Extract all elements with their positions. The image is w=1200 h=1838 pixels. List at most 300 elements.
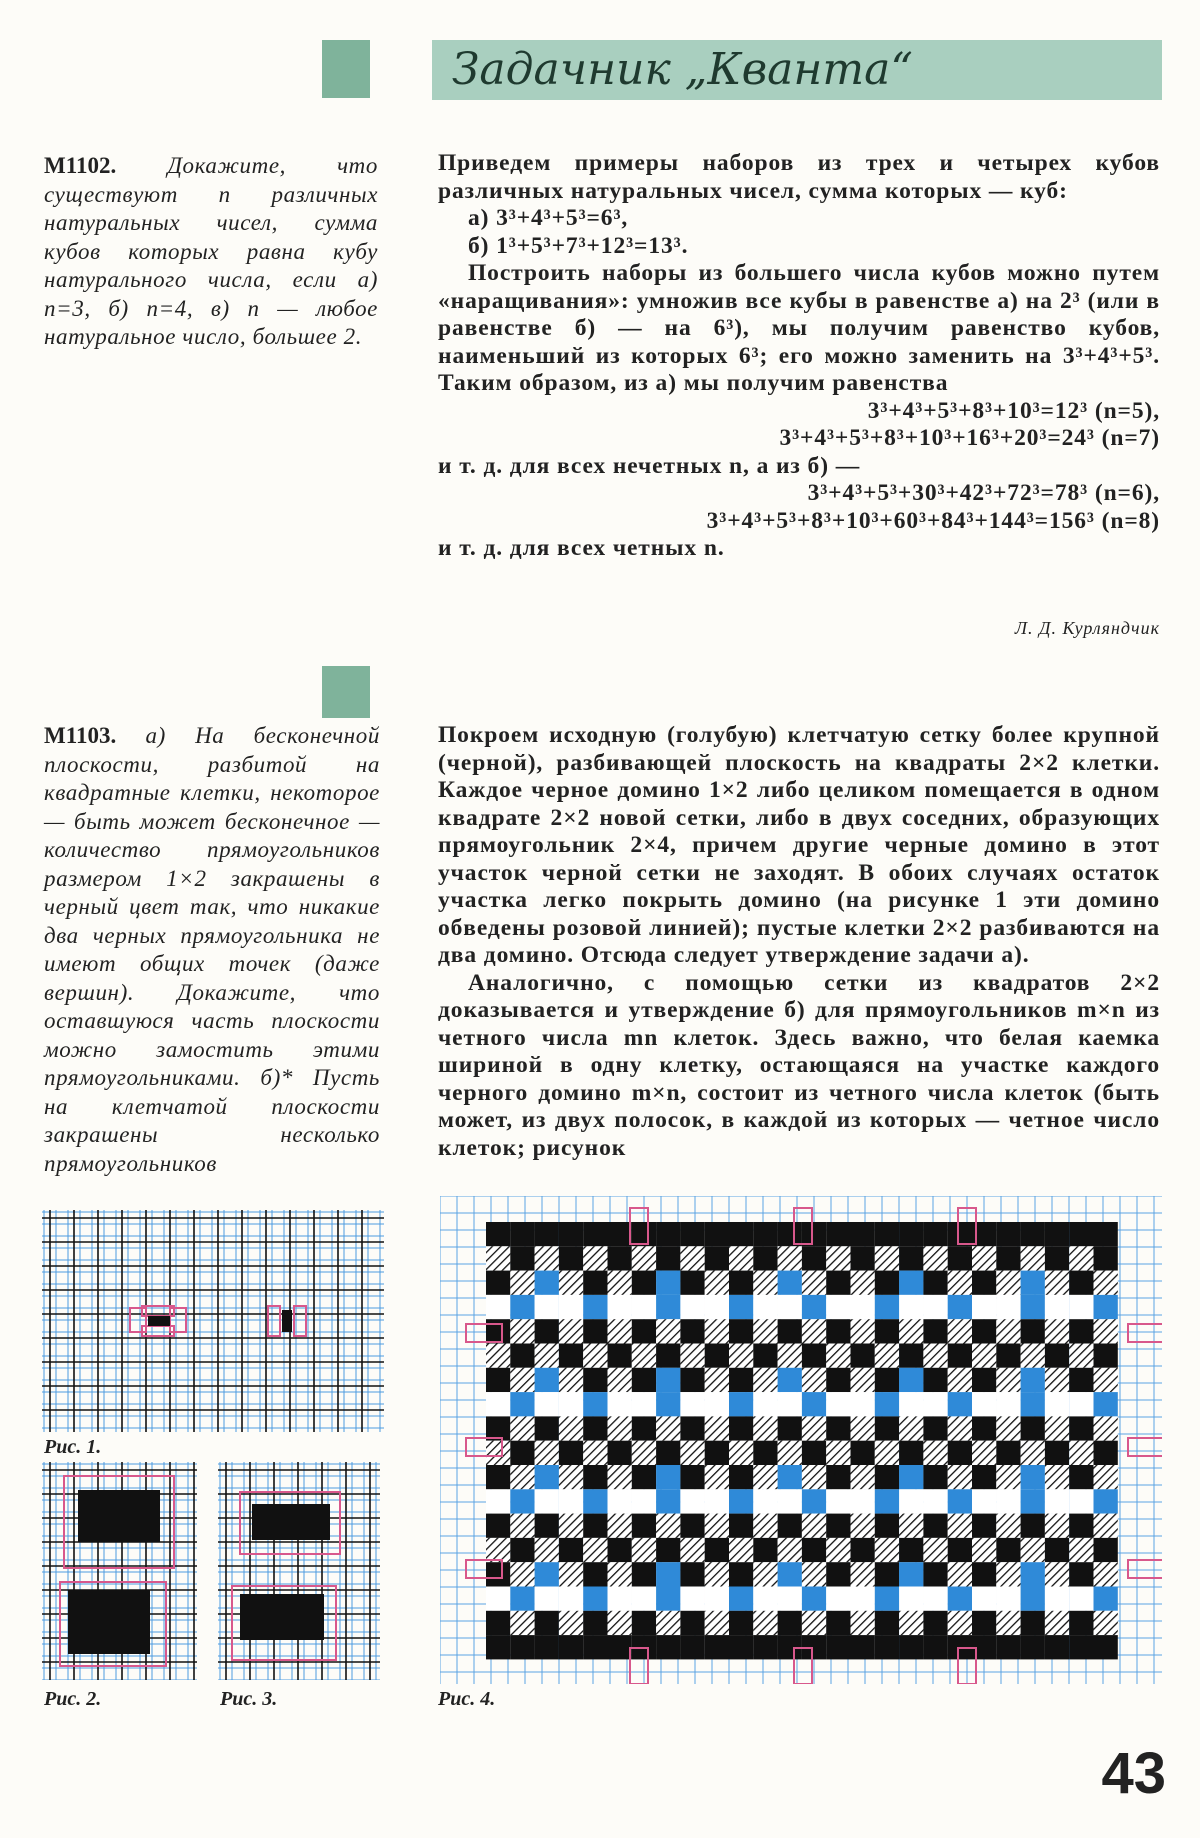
fig4-cell bbox=[948, 1319, 972, 1343]
fig4-cell bbox=[899, 1587, 923, 1611]
fig4-pink-domino bbox=[1128, 1438, 1162, 1456]
fig4-cell bbox=[656, 1416, 680, 1440]
fig4-cell bbox=[1045, 1562, 1069, 1586]
fig4-cell bbox=[1094, 1489, 1118, 1513]
fig4-cell bbox=[680, 1441, 704, 1465]
fig4-cell bbox=[632, 1538, 656, 1562]
fig4-cell bbox=[1021, 1538, 1045, 1562]
fig4-cell bbox=[656, 1514, 680, 1538]
fig4-cell bbox=[851, 1368, 875, 1392]
fig4-cell bbox=[753, 1271, 777, 1295]
fig4-cell bbox=[608, 1514, 632, 1538]
fig4-cell bbox=[899, 1344, 923, 1368]
solution-1102-intro: Приведем примеры наборов из трех и четырех кубов различных натуральных чисел, сумма которых — куб: bbox=[438, 150, 1160, 204]
fig4-checker-cells bbox=[486, 1222, 1118, 1659]
fig4-cell bbox=[705, 1611, 729, 1635]
fig4-cell bbox=[996, 1635, 1020, 1659]
fig4-cell bbox=[680, 1295, 704, 1319]
fig4-cell bbox=[656, 1319, 680, 1343]
fig4-cell bbox=[535, 1465, 559, 1489]
fig4-cell bbox=[535, 1635, 559, 1659]
fig4-cell bbox=[802, 1368, 826, 1392]
fig4-cell bbox=[486, 1489, 510, 1513]
fig4-cell bbox=[826, 1295, 850, 1319]
fig4-cell bbox=[680, 1319, 704, 1343]
fig4-cell bbox=[851, 1562, 875, 1586]
fig4-cell bbox=[1069, 1271, 1093, 1295]
fig4-cell bbox=[680, 1611, 704, 1635]
solution-1102-end: и т. д. для всех четных n. bbox=[438, 535, 725, 561]
fig4-cell bbox=[559, 1635, 583, 1659]
fig4-cell bbox=[1045, 1222, 1069, 1246]
fig4-cell bbox=[535, 1222, 559, 1246]
fig4-cell bbox=[680, 1635, 704, 1659]
fig4-cell bbox=[680, 1416, 704, 1440]
fig4-cell bbox=[559, 1295, 583, 1319]
fig4-cell bbox=[899, 1611, 923, 1635]
fig4-cell bbox=[826, 1271, 850, 1295]
fig4-pink-domino bbox=[1128, 1560, 1162, 1578]
fig4-cell bbox=[705, 1562, 729, 1586]
fig4-cell bbox=[535, 1368, 559, 1392]
fig4-cell bbox=[559, 1587, 583, 1611]
figure-4-caption: Рис. 4. bbox=[438, 1688, 496, 1710]
fig4-cell bbox=[923, 1392, 947, 1416]
fig4-cell bbox=[656, 1295, 680, 1319]
fig4-cell bbox=[583, 1538, 607, 1562]
fig4-cell bbox=[972, 1416, 996, 1440]
fig4-cell bbox=[535, 1562, 559, 1586]
fig4-cell bbox=[972, 1538, 996, 1562]
fig4-cell bbox=[632, 1587, 656, 1611]
fig4-cell bbox=[608, 1635, 632, 1659]
fig4-cell bbox=[1021, 1344, 1045, 1368]
fig4-cell bbox=[705, 1392, 729, 1416]
fig4-cell bbox=[923, 1368, 947, 1392]
fig4-cell bbox=[826, 1611, 850, 1635]
fig4-cell bbox=[583, 1514, 607, 1538]
fig4-cell bbox=[899, 1514, 923, 1538]
fig4-cell bbox=[559, 1489, 583, 1513]
fig4-cell bbox=[826, 1514, 850, 1538]
fig4-cell bbox=[802, 1587, 826, 1611]
fig4-cell bbox=[802, 1295, 826, 1319]
fig4-cell bbox=[899, 1271, 923, 1295]
fig4-cell bbox=[1094, 1416, 1118, 1440]
fig4-cell bbox=[753, 1611, 777, 1635]
fig4-cell bbox=[1045, 1246, 1069, 1270]
fig4-cell bbox=[510, 1222, 534, 1246]
fig4-cell bbox=[948, 1441, 972, 1465]
figure-1-caption: Рис. 1. bbox=[44, 1436, 102, 1458]
fig1-black-domino-horizontal bbox=[148, 1316, 170, 1326]
fig4-cell bbox=[778, 1489, 802, 1513]
fig4-cell bbox=[1021, 1295, 1045, 1319]
fig4-cell bbox=[778, 1295, 802, 1319]
solution-1102-eq1: 3³+4³+5³+8³+10³=12³ (n=5), bbox=[867, 397, 1160, 424]
figure-2 bbox=[42, 1462, 197, 1680]
fig4-cell bbox=[996, 1562, 1020, 1586]
fig3-black-rect-top bbox=[252, 1504, 330, 1540]
fig4-cell bbox=[851, 1416, 875, 1440]
fig4-cell bbox=[753, 1319, 777, 1343]
fig4-cell bbox=[1069, 1416, 1093, 1440]
fig4-cell bbox=[1094, 1635, 1118, 1659]
fig4-cell bbox=[1021, 1246, 1045, 1270]
fig4-cell bbox=[1069, 1587, 1093, 1611]
fig4-cell bbox=[559, 1416, 583, 1440]
fig4-cell bbox=[1045, 1514, 1069, 1538]
fig4-cell bbox=[851, 1222, 875, 1246]
fig4-cell bbox=[583, 1222, 607, 1246]
fig4-cell bbox=[486, 1538, 510, 1562]
fig4-cell bbox=[875, 1587, 899, 1611]
fig4-cell bbox=[753, 1416, 777, 1440]
fig4-cell bbox=[656, 1441, 680, 1465]
fig4-cell bbox=[608, 1222, 632, 1246]
fig4-cell bbox=[608, 1416, 632, 1440]
fig4-cell bbox=[1094, 1368, 1118, 1392]
fig4-cell bbox=[729, 1538, 753, 1562]
fig4-cell bbox=[705, 1344, 729, 1368]
fig4-cell bbox=[826, 1441, 850, 1465]
fig4-cell bbox=[875, 1441, 899, 1465]
fig4-cell bbox=[1069, 1538, 1093, 1562]
fig4-cell bbox=[559, 1271, 583, 1295]
solution-1102-author: Л. Д. Курляндчик bbox=[1014, 618, 1160, 638]
fig4-cell bbox=[778, 1416, 802, 1440]
fig4-cell bbox=[535, 1344, 559, 1368]
fig4-cell bbox=[851, 1465, 875, 1489]
fig4-cell bbox=[510, 1344, 534, 1368]
fig4-cell bbox=[632, 1368, 656, 1392]
problem-1102-statement bbox=[44, 152, 378, 352]
fig4-cell bbox=[559, 1368, 583, 1392]
fig4-cell bbox=[510, 1635, 534, 1659]
fig4-cell bbox=[510, 1416, 534, 1440]
fig4-cell bbox=[632, 1295, 656, 1319]
solution-1102-example-a: а) 3³+4³+5³=6³, bbox=[468, 205, 629, 231]
fig4-cell bbox=[583, 1344, 607, 1368]
fig4-cell bbox=[729, 1441, 753, 1465]
fig4-cell bbox=[826, 1246, 850, 1270]
fig1-black-domino-vertical bbox=[282, 1310, 292, 1332]
fig4-cell bbox=[680, 1587, 704, 1611]
fig4-cell bbox=[851, 1441, 875, 1465]
fig4-cell bbox=[972, 1344, 996, 1368]
fig4-cell bbox=[802, 1222, 826, 1246]
fig2-black-rect-bottom bbox=[68, 1590, 150, 1654]
fig4-cell bbox=[559, 1246, 583, 1270]
fig4-cell bbox=[996, 1416, 1020, 1440]
fig4-cell bbox=[778, 1222, 802, 1246]
fig4-cell bbox=[802, 1319, 826, 1343]
fig4-cell bbox=[1045, 1368, 1069, 1392]
fig4-cell bbox=[632, 1222, 656, 1246]
fig4-cell bbox=[559, 1441, 583, 1465]
fig4-cell bbox=[875, 1465, 899, 1489]
fig4-cell bbox=[535, 1611, 559, 1635]
fig4-cell bbox=[486, 1271, 510, 1295]
fig4-cell bbox=[996, 1514, 1020, 1538]
fig4-cell bbox=[1021, 1562, 1045, 1586]
fig4-cell bbox=[899, 1368, 923, 1392]
fig4-cell bbox=[851, 1392, 875, 1416]
fig4-cell bbox=[608, 1319, 632, 1343]
fig4-cell bbox=[753, 1246, 777, 1270]
fig4-cell bbox=[583, 1489, 607, 1513]
fig4-cell bbox=[948, 1611, 972, 1635]
fig4-cell bbox=[826, 1465, 850, 1489]
fig4-cell bbox=[1094, 1514, 1118, 1538]
fig4-cell bbox=[996, 1587, 1020, 1611]
fig4-cell bbox=[559, 1562, 583, 1586]
fig4-cell bbox=[899, 1538, 923, 1562]
fig4-cell bbox=[583, 1587, 607, 1611]
fig4-cell bbox=[1069, 1514, 1093, 1538]
fig4-cell bbox=[923, 1538, 947, 1562]
fig4-cell bbox=[899, 1222, 923, 1246]
fig4-cell bbox=[583, 1319, 607, 1343]
fig4-cell bbox=[559, 1538, 583, 1562]
fig4-cell bbox=[510, 1271, 534, 1295]
fig4-cell bbox=[923, 1295, 947, 1319]
fig4-cell bbox=[948, 1246, 972, 1270]
fig4-cell bbox=[875, 1222, 899, 1246]
fig4-cell bbox=[1069, 1295, 1093, 1319]
fig4-cell bbox=[729, 1635, 753, 1659]
fig4-cell bbox=[608, 1344, 632, 1368]
fig4-cell bbox=[826, 1538, 850, 1562]
figure-4 bbox=[440, 1196, 1162, 1684]
fig4-cell bbox=[1021, 1392, 1045, 1416]
fig4-cell bbox=[1069, 1611, 1093, 1635]
fig4-cell bbox=[778, 1562, 802, 1586]
figure-1 bbox=[42, 1210, 384, 1432]
fig4-cell bbox=[1094, 1441, 1118, 1465]
fig4-cell bbox=[851, 1246, 875, 1270]
fig4-cell bbox=[875, 1271, 899, 1295]
fig4-cell bbox=[486, 1514, 510, 1538]
fig4-cell bbox=[826, 1489, 850, 1513]
fig4-cell bbox=[510, 1514, 534, 1538]
fig4-cell bbox=[680, 1514, 704, 1538]
fig4-cell bbox=[875, 1416, 899, 1440]
fig4-cell bbox=[851, 1514, 875, 1538]
fig4-cell bbox=[996, 1392, 1020, 1416]
fig4-cell bbox=[1021, 1271, 1045, 1295]
problem-1103-text: а) На бесконечной плоскости, разбитой на квадратные клетки, некоторое — быть может бесконечное — количество прямоугольников размером 1×2 закрашены в черный цвет так, что никакие два черных прямоугольника не имеют общих точек (даже вершин). Докажите, что оставшуюся часть плоскости можно замостить этими прямоугольниками. б)* Пусть на клетчатой плоскости закрашены несколько прямоугольников bbox=[44, 723, 381, 1176]
fig4-cell bbox=[1045, 1635, 1069, 1659]
fig4-cell bbox=[826, 1392, 850, 1416]
fig4-cell bbox=[899, 1635, 923, 1659]
fig4-cell bbox=[680, 1222, 704, 1246]
fig4-cell bbox=[1021, 1465, 1045, 1489]
solution-1102-eq4: 3³+4³+5³+8³+10³+60³+84³+144³=156³ (n=8) bbox=[706, 507, 1160, 534]
fig4-cell bbox=[875, 1392, 899, 1416]
fig4-cell bbox=[680, 1465, 704, 1489]
fig4-cell bbox=[1069, 1344, 1093, 1368]
fig4-cell bbox=[680, 1246, 704, 1270]
fig4-cell bbox=[705, 1271, 729, 1295]
fig4-cell bbox=[996, 1538, 1020, 1562]
fig4-cell bbox=[948, 1295, 972, 1319]
fig4-cell bbox=[632, 1441, 656, 1465]
fig4-cell bbox=[948, 1368, 972, 1392]
fig4-cell bbox=[1094, 1611, 1118, 1635]
fig4-cell bbox=[608, 1246, 632, 1270]
fig4-cell bbox=[632, 1344, 656, 1368]
fig4-cell bbox=[753, 1295, 777, 1319]
fig4-cell bbox=[875, 1246, 899, 1270]
fig4-cell bbox=[510, 1562, 534, 1586]
fig4-cell bbox=[778, 1587, 802, 1611]
fig4-cell bbox=[656, 1271, 680, 1295]
fig4-cell bbox=[1045, 1319, 1069, 1343]
fig4-cell bbox=[1045, 1344, 1069, 1368]
fig4-cell bbox=[996, 1246, 1020, 1270]
problem-1102-solution bbox=[438, 150, 1160, 563]
fig4-cell bbox=[510, 1489, 534, 1513]
fig4-cell bbox=[656, 1489, 680, 1513]
fig4-cell bbox=[899, 1392, 923, 1416]
fig4-cell bbox=[851, 1295, 875, 1319]
fig4-cell bbox=[1045, 1441, 1069, 1465]
fig4-cell bbox=[510, 1368, 534, 1392]
fig4-cell bbox=[705, 1514, 729, 1538]
fig4-cell bbox=[559, 1392, 583, 1416]
fig4-cell bbox=[948, 1465, 972, 1489]
fig4-cell bbox=[729, 1246, 753, 1270]
fig4-cell bbox=[753, 1562, 777, 1586]
fig4-cell bbox=[972, 1368, 996, 1392]
fig4-cell bbox=[972, 1392, 996, 1416]
fig4-cell bbox=[510, 1295, 534, 1319]
fig4-cell bbox=[778, 1465, 802, 1489]
fig4-cell bbox=[1094, 1222, 1118, 1246]
fig4-cell bbox=[826, 1587, 850, 1611]
fig4-cell bbox=[972, 1611, 996, 1635]
fig4-cell bbox=[778, 1344, 802, 1368]
fig4-cell bbox=[778, 1246, 802, 1270]
fig4-cell bbox=[899, 1562, 923, 1586]
fig4-cell bbox=[1045, 1538, 1069, 1562]
fig4-cell bbox=[923, 1344, 947, 1368]
fig4-cell bbox=[899, 1441, 923, 1465]
fig4-cell bbox=[753, 1441, 777, 1465]
fig4-cell bbox=[632, 1246, 656, 1270]
fig4-cell bbox=[802, 1416, 826, 1440]
fig4-cell bbox=[535, 1246, 559, 1270]
fig4-cell bbox=[510, 1465, 534, 1489]
fig4-cell bbox=[753, 1635, 777, 1659]
fig4-cell bbox=[778, 1538, 802, 1562]
fig4-cell bbox=[851, 1635, 875, 1659]
fig4-cell bbox=[899, 1465, 923, 1489]
fig4-cell bbox=[583, 1246, 607, 1270]
fig4-cell bbox=[851, 1319, 875, 1343]
fig4-cell bbox=[1021, 1441, 1045, 1465]
fig4-cell bbox=[1094, 1392, 1118, 1416]
fig4-cell bbox=[608, 1465, 632, 1489]
fig4-cell bbox=[753, 1222, 777, 1246]
fig4-cell bbox=[875, 1538, 899, 1562]
fig4-cell bbox=[1094, 1538, 1118, 1562]
fig4-cell bbox=[680, 1271, 704, 1295]
fig4-cell bbox=[1069, 1222, 1093, 1246]
fig4-cell bbox=[875, 1562, 899, 1586]
fig4-cell bbox=[996, 1222, 1020, 1246]
fig4-cell bbox=[851, 1587, 875, 1611]
fig4-cell bbox=[608, 1489, 632, 1513]
fig4-cell bbox=[923, 1562, 947, 1586]
fig4-cell bbox=[486, 1392, 510, 1416]
fig4-cell bbox=[705, 1222, 729, 1246]
solution-1102-mid: и т. д. для всех нечетных n, а из б) — bbox=[438, 452, 861, 479]
solution-1102-para2: Построить наборы из большего числа кубов можно путем «наращивания»: умножив все кубы в равенстве а) на 2³ (или в равенстве б) — на 6³), мы получим равенство кубов, наименьший из которых 6³; его можно заменить на 3³+4³+5³. Таким образом, из а) мы получим равенства bbox=[438, 260, 1160, 396]
fig4-cell bbox=[1045, 1465, 1069, 1489]
fig4-cell bbox=[948, 1271, 972, 1295]
fig4-cell bbox=[802, 1392, 826, 1416]
fig4-cell bbox=[753, 1392, 777, 1416]
fig4-cell bbox=[1069, 1562, 1093, 1586]
fig4-cell bbox=[656, 1344, 680, 1368]
fig4-cell bbox=[632, 1465, 656, 1489]
fig4-cell bbox=[1094, 1587, 1118, 1611]
fig4-cell bbox=[948, 1392, 972, 1416]
fig4-cell bbox=[948, 1587, 972, 1611]
fig4-cell bbox=[680, 1368, 704, 1392]
fig4-cell bbox=[802, 1562, 826, 1586]
section-marker bbox=[322, 666, 370, 718]
fig4-cell bbox=[826, 1368, 850, 1392]
fig4-cell bbox=[1094, 1271, 1118, 1295]
fig4-cell bbox=[1069, 1246, 1093, 1270]
fig4-cell bbox=[559, 1222, 583, 1246]
fig4-cell bbox=[972, 1587, 996, 1611]
fig4-cell bbox=[923, 1514, 947, 1538]
fig4-cell bbox=[680, 1489, 704, 1513]
page-number: 43 bbox=[1101, 1741, 1166, 1806]
fig4-cell bbox=[680, 1562, 704, 1586]
fig4-cell bbox=[510, 1441, 534, 1465]
fig4-cell bbox=[1094, 1344, 1118, 1368]
fig4-cell bbox=[656, 1246, 680, 1270]
fig4-cell bbox=[1045, 1587, 1069, 1611]
fig4-cell bbox=[948, 1416, 972, 1440]
fig4-cell bbox=[923, 1441, 947, 1465]
fig4-cell bbox=[778, 1611, 802, 1635]
fig4-cell bbox=[632, 1611, 656, 1635]
fig4-cell bbox=[851, 1344, 875, 1368]
fig4-cell bbox=[705, 1538, 729, 1562]
fig4-cell bbox=[1069, 1635, 1093, 1659]
fig4-cell bbox=[996, 1441, 1020, 1465]
fig4-cell bbox=[948, 1222, 972, 1246]
fig4-cell bbox=[608, 1392, 632, 1416]
header-title: Задачник „Кванта“ bbox=[452, 44, 913, 95]
fig4-cell bbox=[486, 1368, 510, 1392]
fig4-cell bbox=[1021, 1319, 1045, 1343]
fig4-cell bbox=[559, 1465, 583, 1489]
fig4-cell bbox=[1021, 1514, 1045, 1538]
fig4-cell bbox=[510, 1319, 534, 1343]
fig4-cell bbox=[535, 1489, 559, 1513]
fig4-cell bbox=[923, 1222, 947, 1246]
fig4-cell bbox=[753, 1368, 777, 1392]
fig4-cell bbox=[851, 1538, 875, 1562]
fig4-cell bbox=[972, 1489, 996, 1513]
